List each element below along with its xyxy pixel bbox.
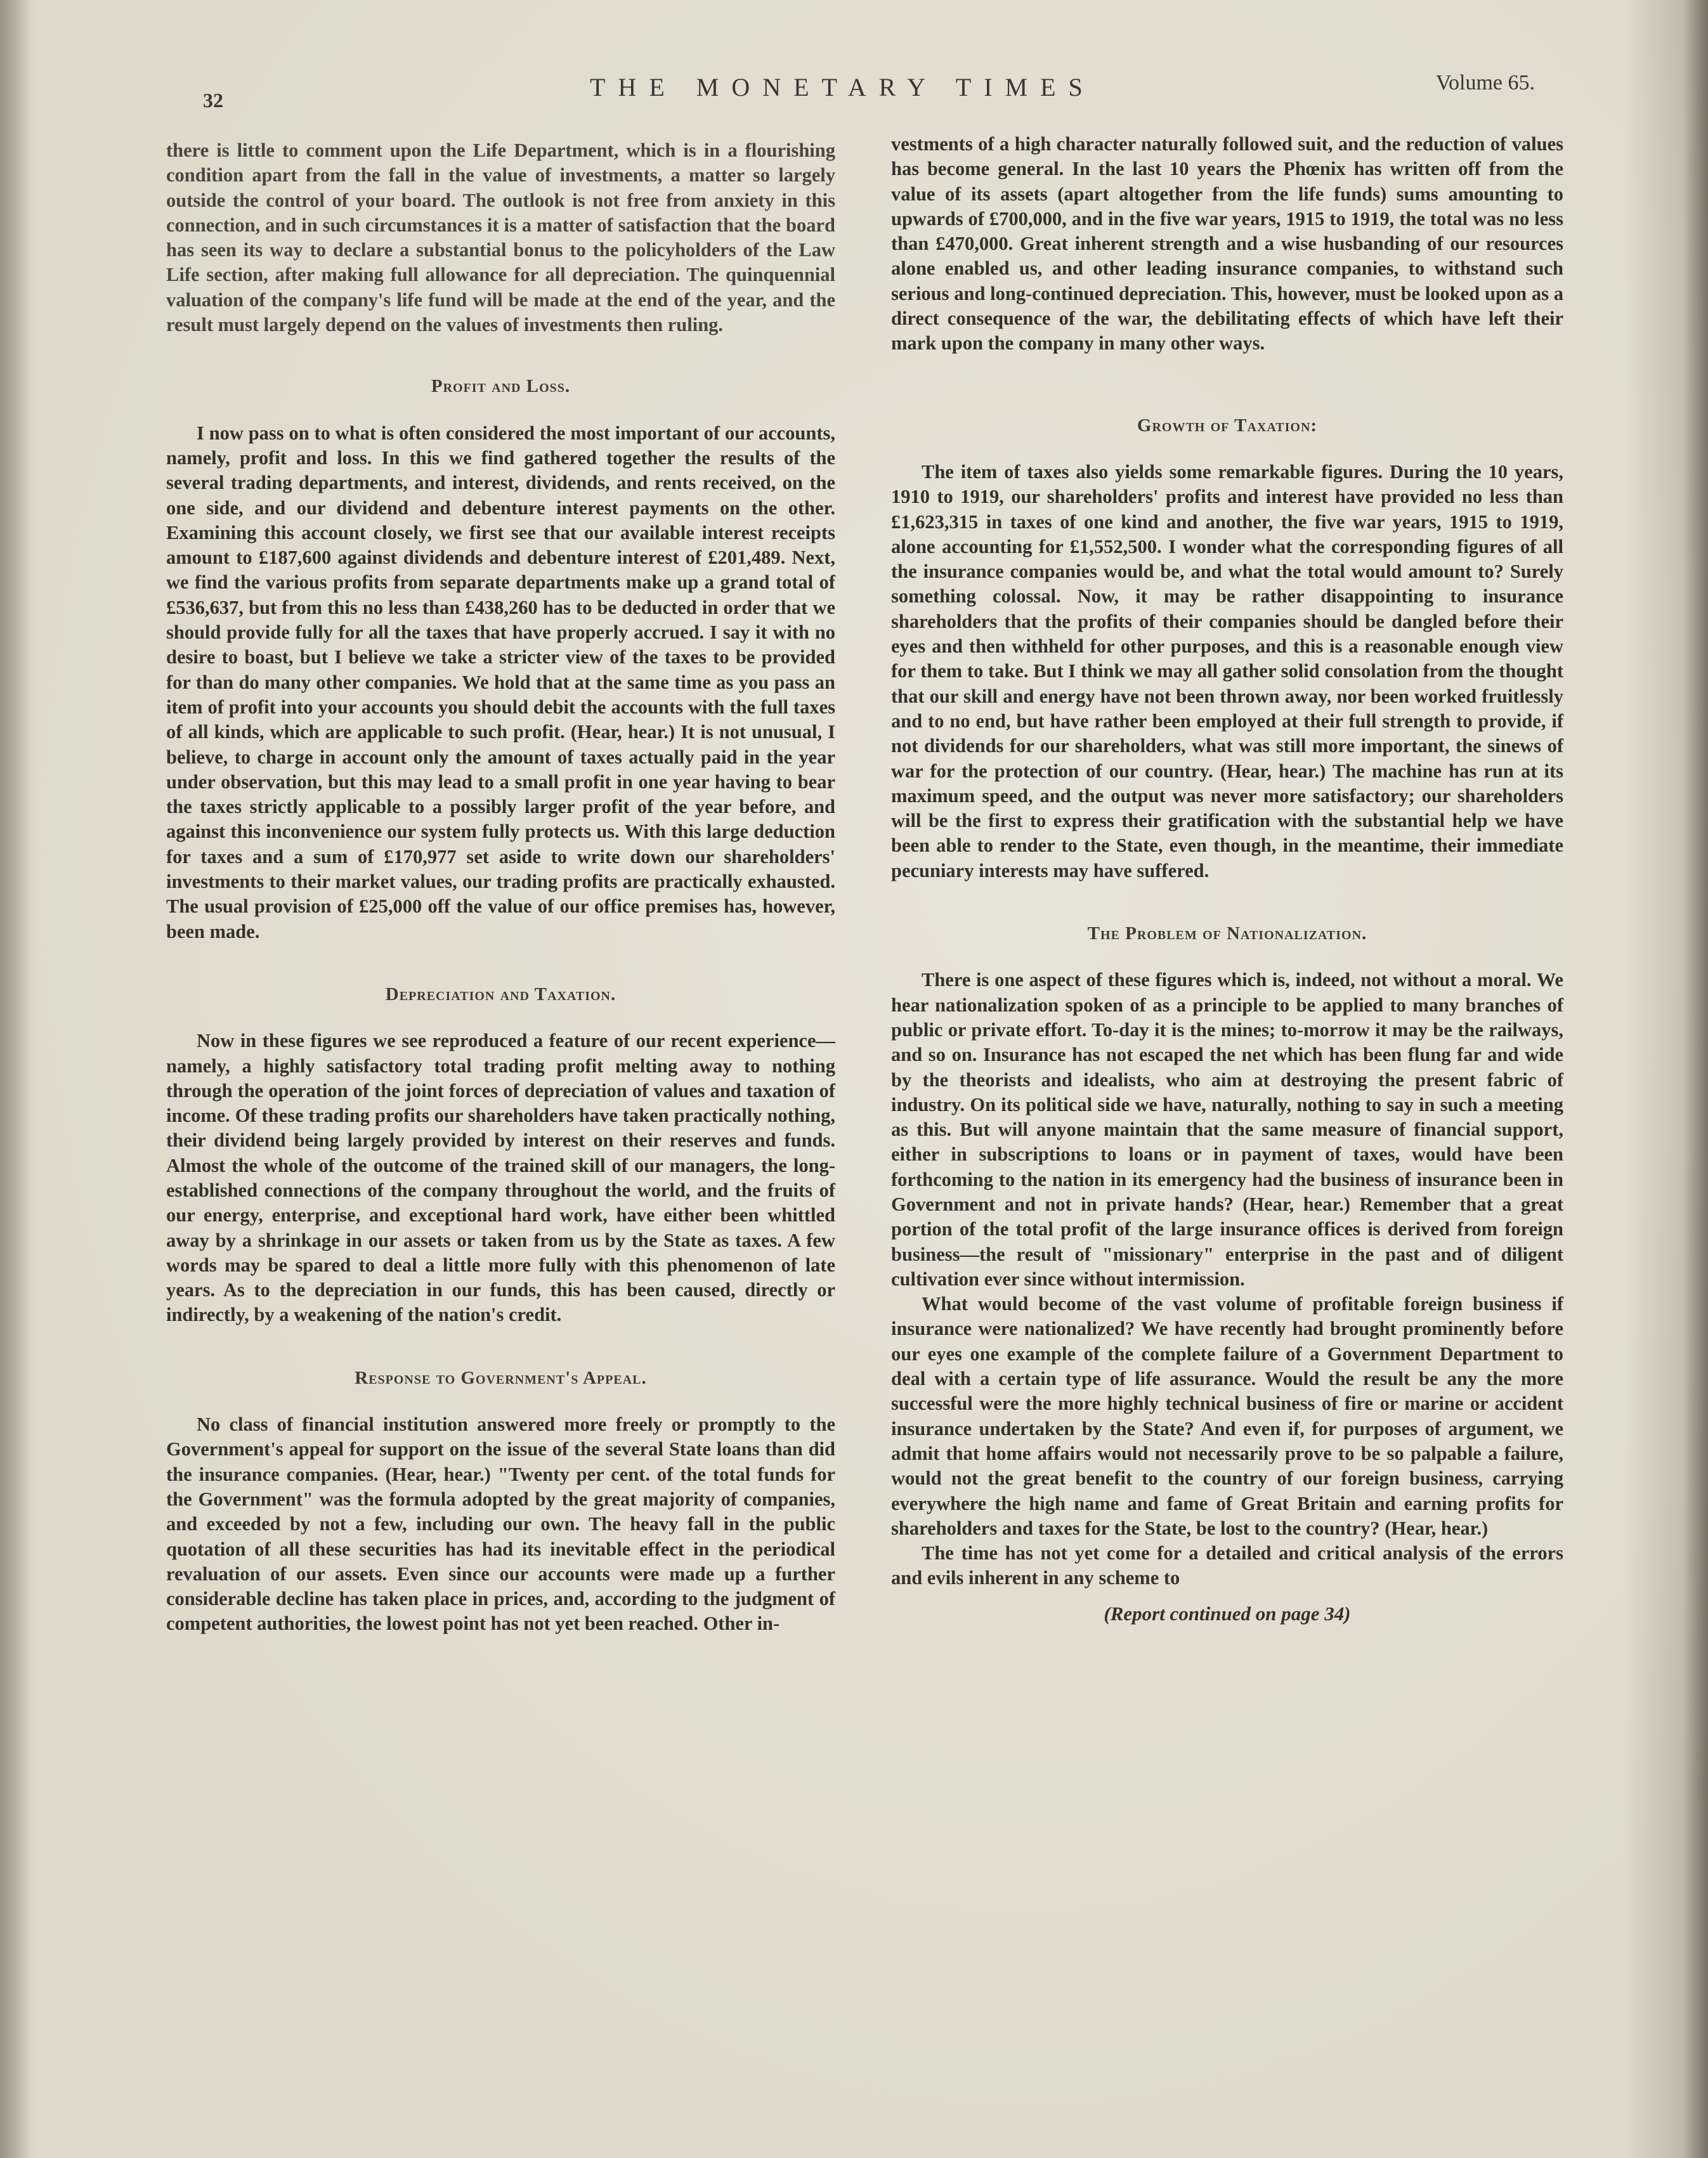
- response-paragraph: No class of financial institution answered more freely or promptly to the Government's appeal for support on the issue of the several State loans than did the insurance companies. (Hear, hear.) "Twenty per cent. of the total funds for the Government" was the formula adopted by the great majority of companies, and exceeded by not a few, including our own. The heavy fall in the public quotation of all these securities has had its inevitable effect in the periodical revaluation of our assets. Even since our accounts were made up a further considerable decline has taken place in prices, and, according to the judgment of competent authorities, the lowest point has not yet been reached. Other in-: [166, 1414, 835, 1635]
- left-intro-paragraph: there is little to comment upon the Life Department, which is in a flourishing condition apart from the fall in the value of investments, a matter so largely outside the control of your board. The outlook is not free from anxiety in this connection, and in such circumstances it is a matter of satisfaction that the board has seen its way to declare a substantial bonus to the policyholders of the Law Life section, after making full allowance for all depreciation. The quinquennial valuation of the company's life fund will be made at the end of the year, and the result must largely depend on the values of investments then ruling.: [166, 140, 835, 336]
- response-heading: Response to Government's Appeal.: [355, 1367, 647, 1388]
- page-edge-shadow: [1683, 0, 1708, 2158]
- page-number: 32: [203, 89, 223, 112]
- right-intro-paragraph: vestments of a high character naturally followed suit, and the reduction of values has become general. In the last 10 years the Phœnix has written off from the value of its assets (apart altogether from the life funds) sums amounting to upwards of £700,000, and in the five war years, 1915 to 1919, the total was no less than £470,000. Great inherent strength and a wise husbanding of our resources alone enabled us, and other leading insurance companies, to withstand such serious and long-continued depreciation. This, however, must be looked upon as a direct consequence of the war, the debilitating effects of which have left their mark upon the company in many other ways.: [891, 133, 1563, 354]
- nationalization-paragraph-2: What would become of the vast volume of profitable foreign business if insurance were nationalized? We have recently had brought prominently before our eyes one example of the complete failure of a Government Department to deal with a certain type of life assurance. Would the result be any the more successful were the more highly technical business of fire or marine or accident insurance undertaken by the State? And even if, for purposes of argument, we admit that home affairs would not necessarily prove to be so palpable a failure, would not the great benefit to the country of our foreign business, carrying everywhere the high name and fame of Great Britain and earning profits for shareholders and taxes for the State, be lost to the country? (Hear, hear.): [891, 1293, 1563, 1539]
- growth-of-taxation-heading: Growth of Taxation:: [1137, 415, 1318, 436]
- right-column: [891, 132, 1563, 1626]
- nationalization-heading: The Problem of Nationalization.: [1087, 923, 1367, 944]
- depreciation-heading: Depreciation and Taxation.: [385, 984, 616, 1004]
- publication-title: THE MONETARY TIMES: [590, 73, 1095, 101]
- growth-of-taxation-paragraph: The item of taxes also yields some remarkable figures. During the 10 years, 1910 to 1919, our shareholders' profits and interest have provided no less than £1,623,315 in taxes of one kind and another, the five war years, 1915 to 1919, alone accounting for £1,552,500. I wonder what the corresponding figures of all the insurance companies would be, and what the total would amount to? Surely something colossal. Now, it may be rather disappointing to insurance shareholders that the profits of their companies should be dangled before their eyes and then withheld for other purposes, and this is a reasonable enough view for them to take. But I think we may all gather solid consolation from the thought that our skill and energy have not been thrown away, nor been worked fruitlessly and to no end, but have rather been employed at their full strength to provide, if not dividends for our shareholders, what was still more important, the sinews of war for the protection of our country. (Hear, hear.) The machine has run at its maximum speed, and the output was never more satisfactory; our shareholders will be the first to express their gratification with the substantial help we have been able to render to the State, even though, in the meantime, their immediate pecuniary interests may have suffered.: [891, 460, 1563, 881]
- profit-and-loss-paragraph: I now pass on to what is often considered the most important of our accounts, namely, profit and loss. In this we find gathered together the results of the several trading departments, and interest, dividends, and rents received, on the one side, and our dividend and debenture interest payments on the other. Examining this account closely, we first see that our available interest receipts amount to £187,600 against dividends and debenture interest of £201,489. Next, we find the various profits from separate departments make up a grand total of £536,637, but from this no less than £438,260 has to be deducted in order that we should provide fully for all the taxes that have properly accrued. I say it with no desire to boast, but I believe we take a stricter view of the taxes to be provided for than do many other companies. We hold that at the same time as you pass an item of profit into your accounts you should debit the accounts with the full taxes of all kinds, which are applicable to such profit. (Hear, hear.) It is not unusual, I believe, to charge in account only the amount of taxes actually paid in the year under observation, but this may lead to a small profit in one year having to bear the taxes strictly applicable to a possibly larger profit of the year before, and against this inconvenience our system fully protects us. With this large deduction for taxes and a sum of £170,977 set aside to write down our shareholders' investments to their market values, our trading profits are practically exhausted. The usual provision of £25,000 off the value of our office premises has, however, been made.: [166, 422, 835, 942]
- left-column: [166, 138, 835, 1637]
- volume-label: Volume 65.: [1435, 71, 1535, 94]
- nationalization-paragraph-1: There is one aspect of these figures which is, indeed, not without a moral. We hear nationalization spoken of as a principle to be applied to many branches of public or private effort. To-day it is the mines; to-morrow it may be the railways, and so on. Insurance has not escaped the net which has been flung far and wide by the theorists and idealists, who aim at destroying the present fabric of industry. On its political side we have, naturally, nothing to say in such a meeting as this. But will anyone maintain that the same measure of financial support, either in subscriptions to loans or in payment of taxes, would have been forthcoming to the nation in its emergency had the business of insurance been in Government and not in private hands? (Hear, hear.) Remember that a great portion of the total profit of the large insurance offices is derived from foreign business—the result of "missionary" enterprise in the past and of diligent cultivation ever since without intermission.: [891, 969, 1563, 1290]
- nationalization-paragraph-3: The time has not yet come for a detailed and critical analysis of the errors and evils inherent in any scheme to: [891, 1542, 1563, 1589]
- profit-and-loss-heading: Profit and Loss.: [431, 376, 571, 397]
- continuation-note: (Report continued on page 34): [1104, 1602, 1351, 1625]
- binding-shadow: [0, 0, 30, 2158]
- page-header: [197, 70, 1535, 112]
- depreciation-paragraph: Now in these figures we see reproduced a feature of our recent experience—namely, a highly satisfactory total trading profit melting away to nothing through the operation of the joint forces of depreciation of values and taxation of income. Of these trading profits our shareholders have taken practically nothing, their dividend being largely provided by interest on their reserves and funds. Almost the whole of the outcome of the trained skill of our managers, the long-established connections of the company throughout the world, and the fruits of our energy, enterprise, and exceptional hard work, have either been whittled away by a shrinkage in our assets or taken from us by the State as taxes. A few words may be spared to deal a little more fully with this phenomenon of late years. As to the depreciation in our funds, this has been caused, directly or indirectly, by a weakening of the nation's credit.: [166, 1030, 835, 1326]
